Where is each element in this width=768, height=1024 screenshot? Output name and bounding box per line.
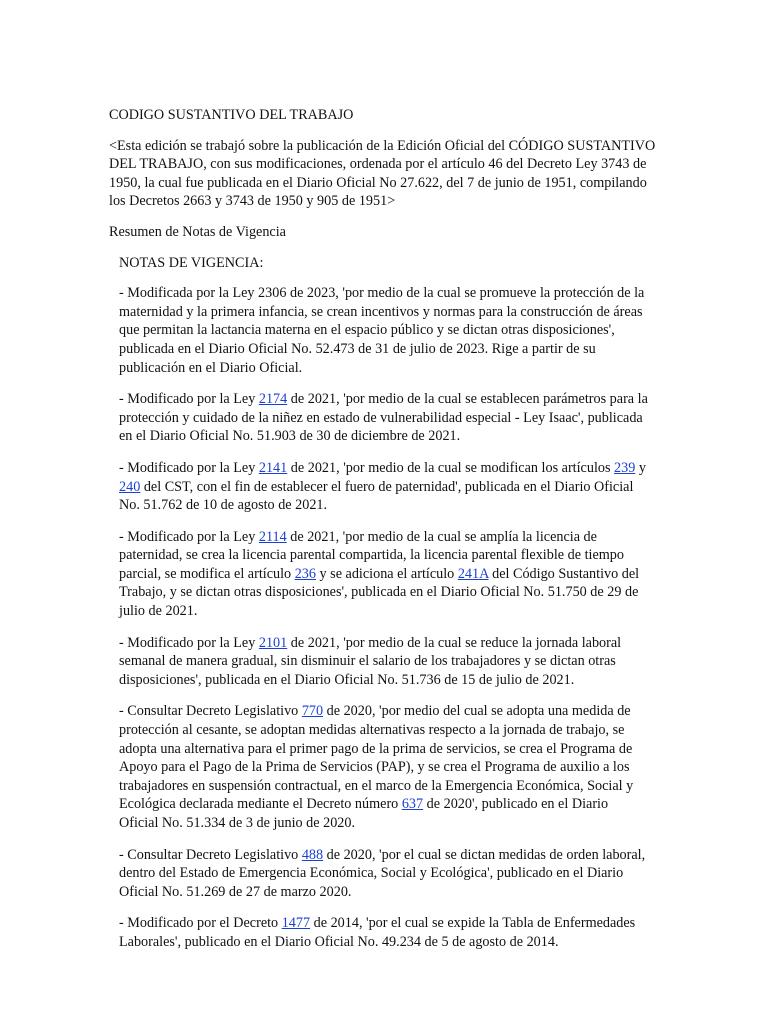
note-text: del CST, con el fin de establecer el fuero de paternidad', publicada en el Diario Oficial No. 51.762 de 10 de agosto de 2021. xyxy=(119,478,634,514)
document-title: CODIGO SUSTANTIVO DEL TRABAJO xyxy=(109,107,354,123)
reference-link[interactable]: 2114 xyxy=(258,528,287,545)
reference-link[interactable]: 2141 xyxy=(258,459,288,476)
reference-link[interactable]: 637 xyxy=(401,796,424,813)
reference-link[interactable]: 236 xyxy=(294,565,316,582)
note-text: - Modificado por la Ley xyxy=(119,528,259,545)
note-text: de 2014, 'por el cual se expide la Tabla de Enfermedades Laborales', publicado en el Diario Oficial No. 49.234 de 5 de agosto de 2014. xyxy=(119,915,636,950)
note-text: y xyxy=(635,459,646,476)
vigency-note xyxy=(119,914,651,951)
vigency-note xyxy=(119,390,651,446)
note-text: - Modificado por el Decreto xyxy=(119,915,282,932)
reference-link[interactable]: 239 xyxy=(614,459,636,476)
notes-heading: NOTAS DE VIGENCIA: xyxy=(119,254,264,271)
note-text: - Modificada por la Ley 2306 de 2023, 'por medio de la cual se promueve la protección de la maternidad y la primera infancia, se crean incentivos y normas para la construcción de áreas que permitan la lactancia materna en el espacio público y se dictan otras disposiciones', publicada en el Diario Oficial No. 52.473 de 31 de julio de 2023. Rige a partir de su publicación en el Diario Oficial. xyxy=(119,285,645,376)
note-text: - Consultar Decreto Legislativo xyxy=(119,846,302,863)
reference-link[interactable]: 488 xyxy=(301,846,324,863)
edition-note: <Esta edición se trabajó sobre la publicación de la Edición Oficial del CÓDIGO SUSTANTIVO DEL TRABAJO, con sus modificaciones, ordenada por el artículo 46 del Decreto Ley 3743 de 1950, la cual fue publicada en el Diario Oficial No 27.622, del 7 de junio de 1951, compilando los Decretos 2663 y 3743 de 1950 y 905 de 1951> xyxy=(109,137,656,210)
note-text: de 2020, 'por el cual se dictan medidas de orden laboral, dentro del Estado de Emergencia Económica, Social y Ecológica', publicado en el Diario Oficial No. 51.269 de 27 de marzo 2020. xyxy=(119,846,646,900)
note-text: y se adiciona el artículo xyxy=(315,565,458,582)
note-text: de 2020', publicado en el Diario Oficial No. 51.334 de 3 de junio de 2020. xyxy=(119,796,609,831)
note-text: de 2021, 'por medio de la cual se establecen parámetros para la protección y cuidado de la niñez en estado de vulnerabilidad especial - Ley Isaac', publicada en el Diario Oficial No. 51.903 de 30 de diciembre de 2021. xyxy=(119,391,648,445)
note-text: de 2021, 'por medio de la cual se reduce la jornada laboral semanal de manera gradual, sin disminuir el salario de los trabajadores y se dictan otras disposiciones', publicada en el Diario Oficial No. 51.736 de 15 de julio de 2021. xyxy=(119,634,622,688)
note-text: de 2021, 'por medio de la cual se amplía la licencia de paternidad, se crea la licencia parental compartida, la licencia parental flexible de tiempo parcial, se modifica el artículo xyxy=(119,528,624,582)
note-text: - Modificado por la Ley xyxy=(119,634,259,651)
reference-link[interactable]: 2101 xyxy=(258,634,288,651)
vigency-note xyxy=(119,634,651,690)
vigency-note xyxy=(119,284,651,377)
note-text: del Código Sustantivo del Trabajo, y se dictan otras disposiciones', publicada en el Diario Oficial No. 51.750 de 29 de julio de 2021. xyxy=(119,565,640,620)
notes-list xyxy=(119,284,651,951)
reference-link[interactable]: 770 xyxy=(301,703,324,720)
note-text: de 2020, 'por medio del cual se adopta una medida de protección al cesante, se adoptan medidas alternativas respecto a la jornada de trabajo, se adopta una alternativa para el primer pago de la prima de servicios, se crea el Programa de Apoyo para el Pago de la Prima de Servicios (PAP), y se crea el Programa de auxilio a los trabajadores en suspensión contractual, en el marco de la Emergencia Económica, Social y Ecológica declarada mediante el Decreto número xyxy=(119,703,634,813)
reference-link[interactable]: 2174 xyxy=(258,391,288,408)
vigency-note xyxy=(119,702,651,832)
vigency-note xyxy=(119,528,651,621)
vigency-note xyxy=(119,459,651,515)
reference-link[interactable]: 240 xyxy=(119,478,141,495)
vigency-note xyxy=(119,846,651,902)
summary-heading: Resumen de Notas de Vigencia xyxy=(109,223,286,240)
note-text: - Modificado por la Ley xyxy=(119,391,259,408)
reference-link[interactable]: 241A xyxy=(457,565,489,582)
notes-section xyxy=(119,254,651,952)
note-text: - Consultar Decreto Legislativo xyxy=(119,703,302,720)
note-text: de 2021, 'por medio de la cual se modifican los artículos xyxy=(287,459,615,476)
document-page xyxy=(109,106,661,965)
note-text: - Modificado por la Ley xyxy=(119,459,259,476)
reference-link[interactable]: 1477 xyxy=(281,915,311,932)
